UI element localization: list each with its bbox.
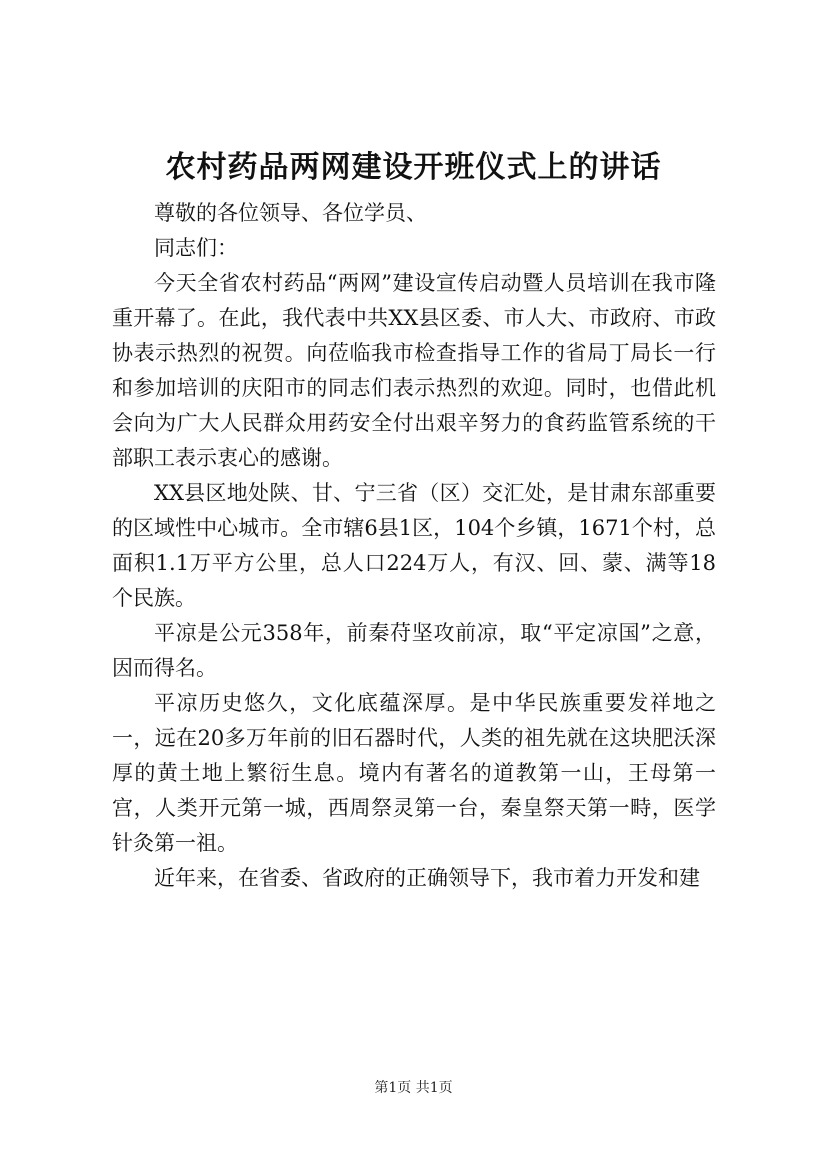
paragraph-opening: 今天全省农村药品“两网”建设宣传启动暨人员培训在我市隆重开幕了。在此，我代表中共XX县区委、市人大、市政府、市政协表示热烈的祝贺。向莅临我市检查指导工作的省局丁局长一行和参加培训的庆阳市的同志们表示热烈的欢迎。同时，也借此机会向为广大人民群众用药安全付出艰辛努力的食药监管系统的干部职工表示衷心的感谢。 bbox=[112, 271, 716, 470]
document-body bbox=[112, 196, 716, 896]
paragraph-geography: XX县区地处陕、甘、宁三省（区）交汇处，是甘肃东部重要的区域性中心城市。全市辖6县1区，104个乡镇，1671个村，总面积1.1万平方公里，总人口224万人，有汉、回、蒙、满等18个民族。 bbox=[112, 481, 716, 610]
paragraph-history: 平凉历史悠久，文化底蕴深厚。是中华民族重要发祥地之一，远在20多万年前的旧石器时代，人类的祖先就在这块肥沃深厚的黄土地上繁衍生息。境内有著名的道教第一山，王母第一宫，人类开元第一城，西周祭灵第一台，秦皇祭天第一畤，医学针灸第一祖。 bbox=[112, 691, 716, 855]
salutation-comrades: 同志们： bbox=[154, 236, 238, 260]
paragraph-name-origin: 平凉是公元358年，前秦苻坚攻前凉，取“平定凉国”之意，因而得名。 bbox=[112, 621, 716, 680]
page-number-footer: 第1页 共1页 bbox=[374, 1080, 453, 1096]
document-title: 农村药品两网建设开班仪式上的讲话 bbox=[165, 150, 662, 185]
salutation-line: 尊敬的各位领导、各位学员、 bbox=[154, 201, 427, 225]
paragraph-recent-years: 近年来，在省委、省政府的正确领导下，我市着力开发和建 bbox=[154, 866, 700, 890]
